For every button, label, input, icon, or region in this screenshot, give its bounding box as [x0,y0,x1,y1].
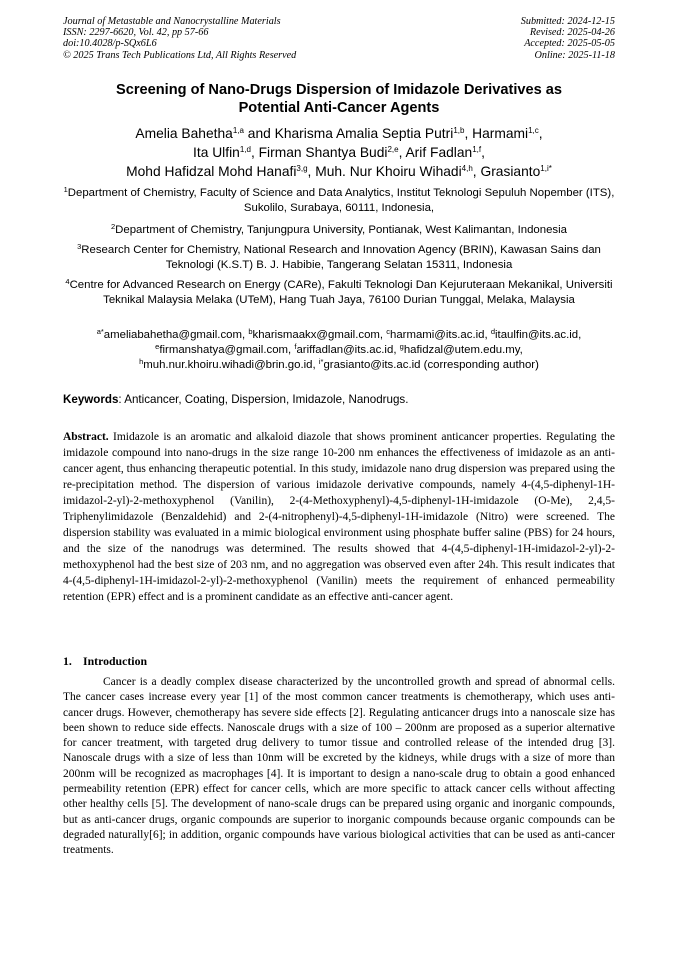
author-name: Muh. Nur Khoiru Wihadi [315,164,462,179]
affiliation-mark: 2 [110,222,116,231]
affiliation-text: Department of Chemistry, Faculty of Science and Data Analytics, Institut Teknologi Sepuluh Nopember (ITS), Sukolilo, Surabaya, 60111, Indonesia, [67,187,615,214]
author-name: Ita Ulfin [193,145,240,160]
keywords-label: Keywords [63,393,119,406]
affiliation-4 [63,278,615,308]
journal-issn: ISSN: 2297-6620, Vol. 42, pp 57-66 [63,27,209,39]
email-address: firmanshatya@gmail.com [159,344,289,356]
email-line-3: $^h$muh.nur.khoiru.wihadi@brin.go.id, $^{i*}$grasianto@its.ac.id (corresponding author) [139,357,539,371]
date-submitted: Submitted: 2024-12-15 [520,16,615,27]
email-address: hafidzal@utem.edu.my [403,344,520,356]
author-line-3: Mohd Hafidzal Mohd Hanafi$^{3,g}$, Muh. Nur Khoiru Wihadi$^{4,h}$, Grasianto$^{1,i*}$ [126,164,552,179]
email-address: muh.nur.khoiru.wihadi@brin.go.id [143,359,313,371]
email-mark: b [248,327,253,336]
email-mark: h [139,357,144,366]
section-heading-introduction [63,653,147,669]
submission-dates [521,16,615,61]
author-affiliation-mark: 3,g [296,164,308,173]
email-address: itaulfin@its.ac.id [495,329,579,341]
author-line-2: Ita Ulfin$^{1,d}$, Firman Shantya Budi$^{2,e}$, Arif Fadlan$^{1,f}$, [193,145,485,160]
email-line-1: $^{a*}$ameliabahetha@gmail.com, $^b$kharismaakx@gmail.com, $^c$harmami@its.ac.id, $^d$itaulfin@its.ac.id, [96,327,582,341]
section-title: Introduction [83,654,148,668]
paper-title [63,81,615,117]
section-number: 1. [63,654,72,668]
email-mark: d [490,327,496,336]
affiliation-3 [63,243,615,273]
author-name: Kharisma Amalia Septia Putri [274,126,454,141]
author-name: Harmami [472,126,529,141]
author-name: Grasianto [480,164,541,179]
author-affiliation-mark: 1,d [239,145,251,154]
author-affiliation-mark: 1,f [472,145,482,154]
email-mark: i* [318,357,324,366]
abstract [63,429,615,605]
affiliation-mark: 4 [65,277,70,286]
author-conjunction: and [243,126,275,141]
affiliation-mark: 1 [63,185,68,194]
email-mark: f [294,342,297,351]
affiliation-mark: 3 [77,242,82,251]
email-mark: a* [96,327,104,336]
date-revised: Revised: 2025-04-26 [529,27,615,39]
email-list [63,328,615,373]
author-affiliation-mark: 1,c [528,126,539,135]
title-line-1: Screening of Nano-Drugs Dispersion of Imidazole Derivatives as [115,82,563,98]
journal-name: Journal of Metastable and Nanocrystalline Materials [63,16,281,27]
abstract-text: Imidazole is an aromatic and alkaloid diazole that shows prominent anticancer properties. Regulating the imidazole compound into nano-drugs in the size range 10-200 nm enhances the effectiveness of imidazole as an anti-cancer agent, thus enhancing therapeutic potential. In this study, imidazole nano drug dispersion was prepared using the re-precipitation method. The dispersion of various imidazole derivative compounds, namely 4-(4,5-diphenyl-1H-imidazol-2-yl)-2-methoxyphenol (Vanilin), 2-(4-Methoxyphenyl)-4,5-diphenyl-1H-imidazole (O-Me), 2,4,5-Triphenylimidazole (Benzaldehid) and 2-(4-nitrophenyl)-4,5-diphenyl-1H-imidazole (Nitro) were screened. The dispersion stability was evaluated in a mimic biological environment using phosphate buffer saline (PBS) for 24 hours, and the size of the nanodrugs was determined. The results showed that 4-(4,5-diphenyl-1H-imidazol-2-yl)-2-methoxyphenol had the best size of 203 nm, and no aggregation was observed even after 24h. This result indicates that 4-(4,5-diphenyl-1H-imidazol-2-yl)-2-methoxyphenol (Vanilin) meets the requirement of enhanced permeability retention (EPR) effect and is a prominent candidate as an effective anti-cancer agent. [63,431,615,603]
author-name: Amelia Bahetha [135,126,233,141]
email-mark: g [399,342,404,351]
email-address: kharismaakx@gmail.com [252,329,380,341]
affiliation-text: Centre for Advanced Research on Energy (CARe), Fakulti Teknologi Dan Kejuruteraan Mekanikal, Universiti Teknikal Malaysia Melaka (UTeM), Hang Tuah Jaya, 76100 Durian Tunggal, Melaka, Malaysia [69,279,613,306]
date-online: Online: 2025-11-18 [534,49,615,61]
email-mark: c [386,327,390,336]
author-name: Mohd Hafidzal Mohd Hanafi [126,164,297,179]
journal-copyright: © 2025 Trans Tech Publications Ltd, All Rights Reserved [63,49,297,61]
author-line-1: Amelia Bahetha$^{1,a}$ and Kharisma Amalia Septia Putri$^{1,b}$, Harmami$^{1,c}$, [135,126,543,141]
affiliation-1 [63,186,615,216]
title-line-2: Potential Anti-Cancer Agents [238,100,440,116]
author-name: Arif Fadlan [405,145,473,160]
abstract-label: Abstract. [63,431,109,443]
affiliation-2 [63,223,615,238]
email-address: ariffadlan@its.ac.id [296,344,394,356]
author-name: Firman Shantya Budi [258,145,388,160]
author-affiliation-mark: 2,e [387,145,399,154]
affiliation-text: Department of Chemistry, Tanjungpura University, Pontianak, West Kalimantan, Indonesia [115,224,567,236]
keywords [63,392,615,407]
date-accepted: Accepted: 2025-05-05 [524,38,615,50]
email-address: harmami@its.ac.id [390,329,485,341]
introduction-paragraph: Cancer is a deadly complex disease characterized by the uncontrolled growth and spread of abnormal cells. The cancer cases increase every year [1] of the most common cancer treatments is chemotherapy, which uses anti-cancer drugs. However, chemotherapy has severe side effects [2]. Regulating anticancer drugs into a nanoscale size has been shown to reduce side effects. Nanoscale drugs with a size of 100 – 200nm are proposed as a superior alternative for cancer treatment, with targeted drug delivery to tumor tissue and controlled release of the intended drug [3]. Nanoscale drugs with a size of less than 10nm will be excreted by the kidneys, while drugs with a size of more than 200nm will be recognized as macrophages [4]. It is important to design a nano-scale drug to obtain a good enhanced permeability retention (EPR) effect for cancer cells, which are more specific to attack cancer cells without affecting other healthy cells [5]. The development of nano-scale drugs can be prepared using organic and inorganic compounds, but as anti-cancer drugs, organic compounds are superior to inorganic compounds because organic compounds can be degraded naturally[6]; in addition, organic compounds have various biological activities that can be used as anti-cancer treatments. [63,676,615,857]
journal-doi: doi:10.4028/p-SQx6L6 [63,38,157,50]
author-affiliation-mark: 1,a [232,126,244,135]
email-address: grasianto@its.ac.id [323,359,421,371]
corresponding-note: (corresponding author) [420,359,539,371]
keywords-text: : Anticancer, Coating, Dispersion, Imidazole, Nanodrugs. [118,393,409,406]
journal-info [63,16,296,61]
author-affiliation-mark: 4,h [461,164,473,173]
affiliation-text: Research Center for Chemistry, National Research and Innovation Agency (BRIN), Kawasan Sains dan Teknologi (K.S.T) B. J. Habibie, Tangerang Selatan 15311, Indonesia [81,244,601,271]
email-line-2: $^e$firmanshatya@gmail.com, $^f$ariffadlan@its.ac.id, $^g$hafidzal@utem.edu.my, [155,342,523,356]
author-list [63,124,615,181]
author-affiliation-mark: 1,b [453,126,465,135]
email-address: ameliabahetha@gmail.com [103,329,242,341]
author-affiliation-mark: 1,i* [540,164,552,173]
email-mark: e [155,342,160,351]
